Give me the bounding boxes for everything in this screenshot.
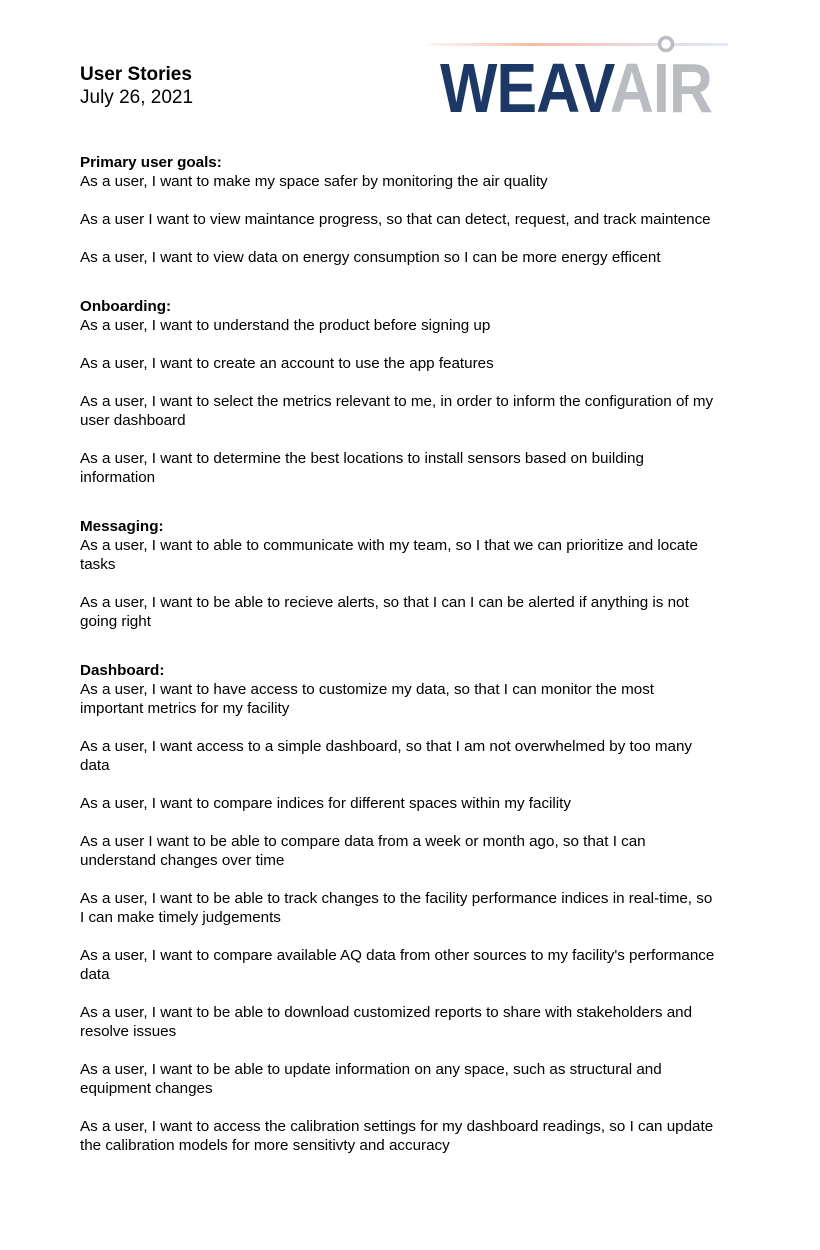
section-heading: Onboarding:	[80, 298, 172, 315]
user-story: As a user, I want to be able to update information on any space, such as structural and equipment changes	[80, 1061, 662, 1097]
user-story: As a user, I want to be able to recieve alerts, so that I can I can be alerted if anything is not going right	[80, 594, 689, 630]
section-heading: Dashboard:	[80, 662, 165, 679]
user-stories-content	[80, 153, 720, 1185]
story-section	[80, 517, 720, 631]
user-story: As a user, I want to compare available AQ data from other sources to my facility's performance data	[80, 947, 715, 983]
user-story: As a user I want to view maintance progress, so that can detect, request, and track maintence	[80, 211, 711, 228]
user-story: As a user, I want to be able to track changes to the facility performance indices in real-time, so I can make timely judgements	[80, 890, 713, 926]
story-section	[80, 153, 720, 267]
story-section	[80, 661, 720, 1155]
section-heading: Primary user goals:	[80, 154, 222, 171]
user-story: As a user, I want to be able to download customized reports to share with stakeholders and resolve issues	[80, 1004, 693, 1040]
user-story: As a user, I want to determine the best locations to install sensors based on building information	[80, 450, 644, 486]
section-heading: Messaging:	[80, 518, 164, 535]
user-story: As a user, I want to able to communicate with my team, so I that we can prioritize and locate tasks	[80, 537, 698, 573]
user-story: As a user, I want to have access to customize my data, so that I can monitor the most important metrics for my facility	[80, 681, 655, 717]
user-story: As a user, I want to view data on energy consumption so I can be more energy efficent	[80, 249, 661, 266]
document-date: July 26, 2021	[80, 87, 194, 108]
logo-text-dark: WEAV	[440, 49, 636, 118]
document-title: User Stories	[80, 64, 192, 85]
user-story: As a user I want to be able to compare data from a week or month ago, so that I can understand changes over time	[80, 833, 646, 869]
logo-text-light: AIR	[609, 49, 728, 118]
user-story: As a user, I want to compare indices for different spaces within my facility	[80, 795, 571, 812]
story-section	[80, 297, 720, 487]
user-story: As a user, I want to select the metrics relevant to me, in order to inform the configuration of my user dashboard	[80, 393, 714, 429]
user-story: As a user, I want access to a simple dashboard, so that I am not overwhelmed by too many data	[80, 738, 693, 774]
weavair-logo	[428, 32, 728, 118]
user-story: As a user, I want to understand the product before signing up	[80, 317, 491, 334]
svg-text:WEAVAIR	[440, 49, 728, 118]
user-story: As a user, I want to access the calibration settings for my dashboard readings, so I can update the calibration models for more sensitivty and accuracy	[80, 1118, 714, 1154]
user-story: As a user, I want to make my space safer by monitoring the air quality	[80, 173, 548, 190]
logo-airflow-line	[428, 43, 728, 46]
user-story: As a user, I want to create an account to use the app features	[80, 355, 494, 372]
